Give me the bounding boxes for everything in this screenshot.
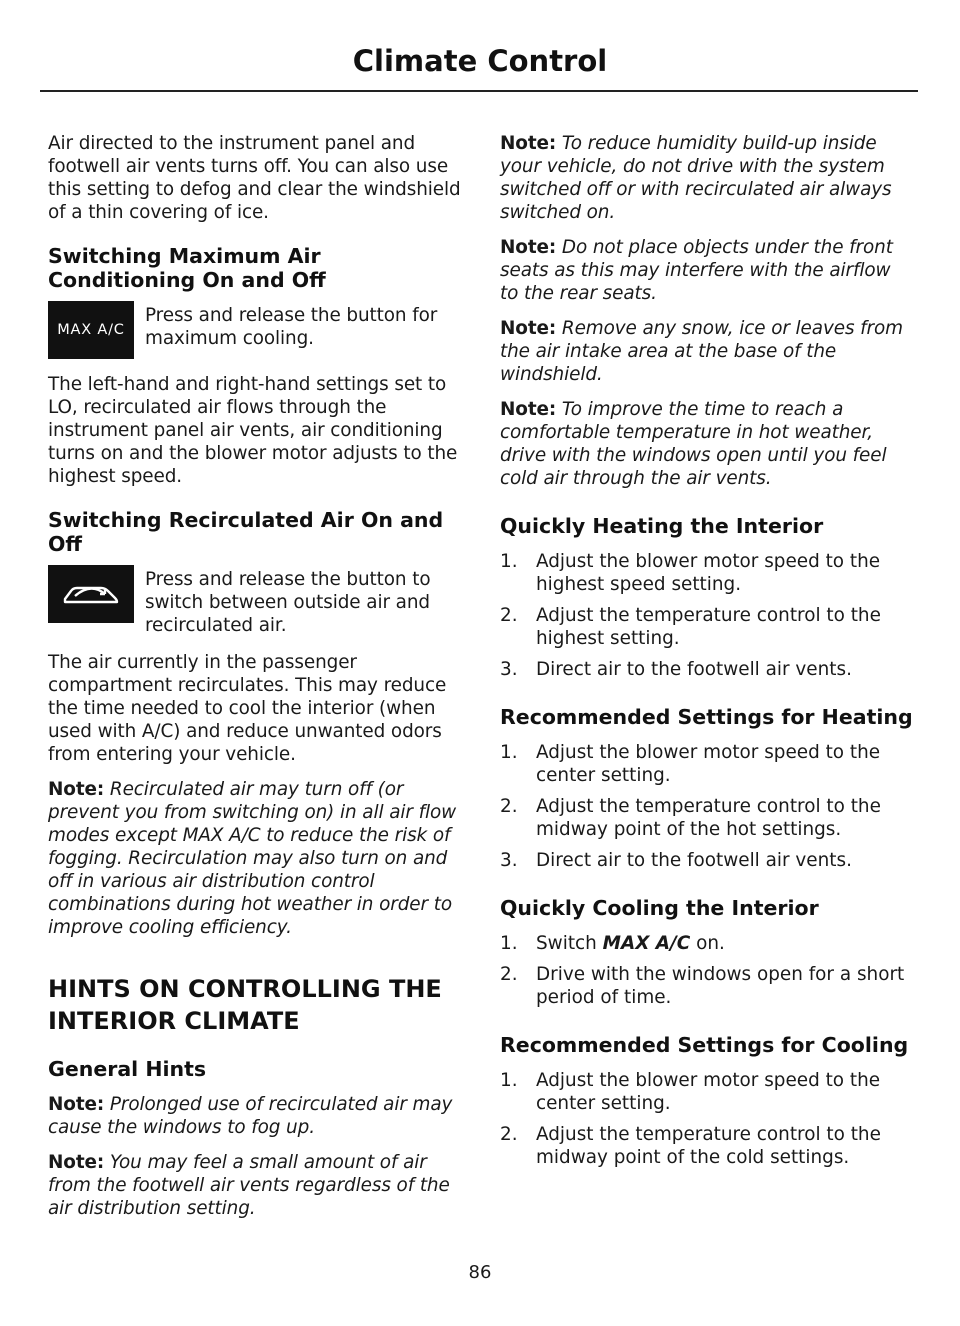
general-note-1 <box>48 1093 462 1139</box>
note-label: Note: <box>48 1094 105 1115</box>
heading-rec-cool: Recommended Settings for Cooling <box>500 1033 909 1057</box>
general-note-5 <box>500 317 914 386</box>
list-number: 2. <box>500 1124 518 1145</box>
recirc-instruction: Press and release the button to switch between outside air and recirculated air. <box>145 569 431 636</box>
list-text: Drive with the windows open for a short period of time. <box>536 964 905 1008</box>
list-item <box>500 550 914 596</box>
list-text: Adjust the temperature control to the midway point of the hot settings. <box>536 796 881 840</box>
heading-recirculated-air: Switching Recirculated Air On and Off <box>48 508 444 556</box>
note-text: Prolonged use of recirculated air may cause the windows to fog up. <box>48 1094 453 1138</box>
list-item <box>500 1069 914 1115</box>
max-ac-icon <box>48 301 134 359</box>
max-ac-paragraph: The left-hand and right-hand settings set to LO, recirculated air flows through the instrument panel air vents, air conditioning turns on and the blower motor adjusts to the highest speed. <box>48 374 458 487</box>
intro-paragraph: Air directed to the instrument panel and footwell air vents turns off. You can also use this setting to defog and clear the windshield of a thin covering of ice. <box>48 133 461 223</box>
list-number: 2. <box>500 964 518 985</box>
heading-hints: HINTS ON CONTROLLING THE INTERIOR CLIMATE <box>48 975 442 1035</box>
note-text: You may feel a small amount of air from the footwell air vents regardless of the air distribution setting. <box>48 1152 450 1219</box>
left-column <box>48 132 462 1232</box>
page-number: 86 <box>468 1262 492 1283</box>
list-number: 1. <box>500 1070 518 1091</box>
max-ac-icon-label: MAX A/C <box>57 322 125 338</box>
quick-cool-list <box>500 932 914 1009</box>
heading-general-hints: General Hints <box>48 1057 207 1081</box>
list-text <box>536 932 725 955</box>
list-item <box>500 963 914 1009</box>
list-text-bold: MAX A/C <box>602 933 691 954</box>
list-number: 3. <box>500 659 518 680</box>
max-ac-row <box>48 304 462 359</box>
list-text: Direct air to the footwell air vents. <box>536 659 852 680</box>
list-number: 2. <box>500 796 518 817</box>
list-number: 1. <box>500 551 518 572</box>
rec-heat-list <box>500 741 914 872</box>
list-item <box>500 849 914 872</box>
general-note-3 <box>500 132 914 224</box>
list-item <box>500 932 914 955</box>
list-item <box>500 658 914 681</box>
list-text-pre: Switch <box>536 933 603 954</box>
list-number: 2. <box>500 605 518 626</box>
list-item <box>500 741 914 787</box>
list-number: 1. <box>500 742 518 763</box>
max-ac-instruction: Press and release the button for maximum cooling. <box>145 305 438 349</box>
header-divider <box>40 90 918 92</box>
note-text: Remove any snow, ice or leaves from the air intake area at the base of the windshield. <box>500 318 903 385</box>
note-label: Note: <box>500 133 557 154</box>
list-text: Adjust the blower motor speed to the center setting. <box>536 742 881 786</box>
list-item <box>500 604 914 650</box>
note-label: Note: <box>48 1152 105 1173</box>
page-title: Climate Control <box>352 44 608 78</box>
list-number: 1. <box>500 933 518 954</box>
heading-rec-heat: Recommended Settings for Heating <box>500 705 913 729</box>
general-note-4 <box>500 236 914 305</box>
list-text: Direct air to the footwell air vents. <box>536 850 852 871</box>
list-text: Adjust the temperature control to the midway point of the cold settings. <box>536 1124 881 1168</box>
general-note-6 <box>500 398 914 490</box>
note-label: Note: <box>500 399 557 420</box>
note-label: Note: <box>48 779 105 800</box>
list-text: Adjust the blower motor speed to the highest speed setting. <box>536 551 881 595</box>
note-label: Note: <box>500 237 557 258</box>
note-text: To reduce humidity build-up inside your vehicle, do not drive with the system switched off or with recirculated air always switched on. <box>500 133 892 223</box>
list-item <box>500 1123 914 1169</box>
list-item <box>500 795 914 841</box>
right-column <box>500 132 914 1177</box>
note-text: To improve the time to reach a comfortable temperature in hot weather, drive with the windows open until you feel cold air through the air vents. <box>500 399 887 489</box>
recirc-paragraph: The air currently in the passenger compartment recirculates. This may reduce the time needed to cool the interior (when used with A/C) and reduce unwanted odors from entering your vehicle. <box>48 652 447 765</box>
note-text: Do not place objects under the front seats as this may interfere with the airflow to the rear seats. <box>500 237 893 304</box>
heading-quick-cool: Quickly Cooling the Interior <box>500 896 819 920</box>
rec-cool-list <box>500 1069 914 1169</box>
note-text: Recirculated air may turn off (or prevent you from switching on) in all air flow modes except MAX A/C to reduce the risk of fogging. Recirculation may also turn on and off in various air distribution control combinations during hot weather in order to improve cooling efficiency. <box>48 779 457 938</box>
heading-max-ac: Switching Maximum Air Conditioning On and Off <box>48 244 326 292</box>
list-number: 3. <box>500 850 518 871</box>
quick-heat-list <box>500 550 914 681</box>
list-text-post: on. <box>690 933 725 954</box>
note-label: Note: <box>500 318 557 339</box>
list-text: Adjust the blower motor speed to the center setting. <box>536 1070 881 1114</box>
general-note-2 <box>48 1151 462 1220</box>
recirc-note <box>48 778 462 939</box>
heading-quick-heat: Quickly Heating the Interior <box>500 514 824 538</box>
recirculated-air-icon <box>48 565 134 623</box>
list-text: Adjust the temperature control to the highest setting. <box>536 605 881 649</box>
recirc-row <box>48 568 462 637</box>
